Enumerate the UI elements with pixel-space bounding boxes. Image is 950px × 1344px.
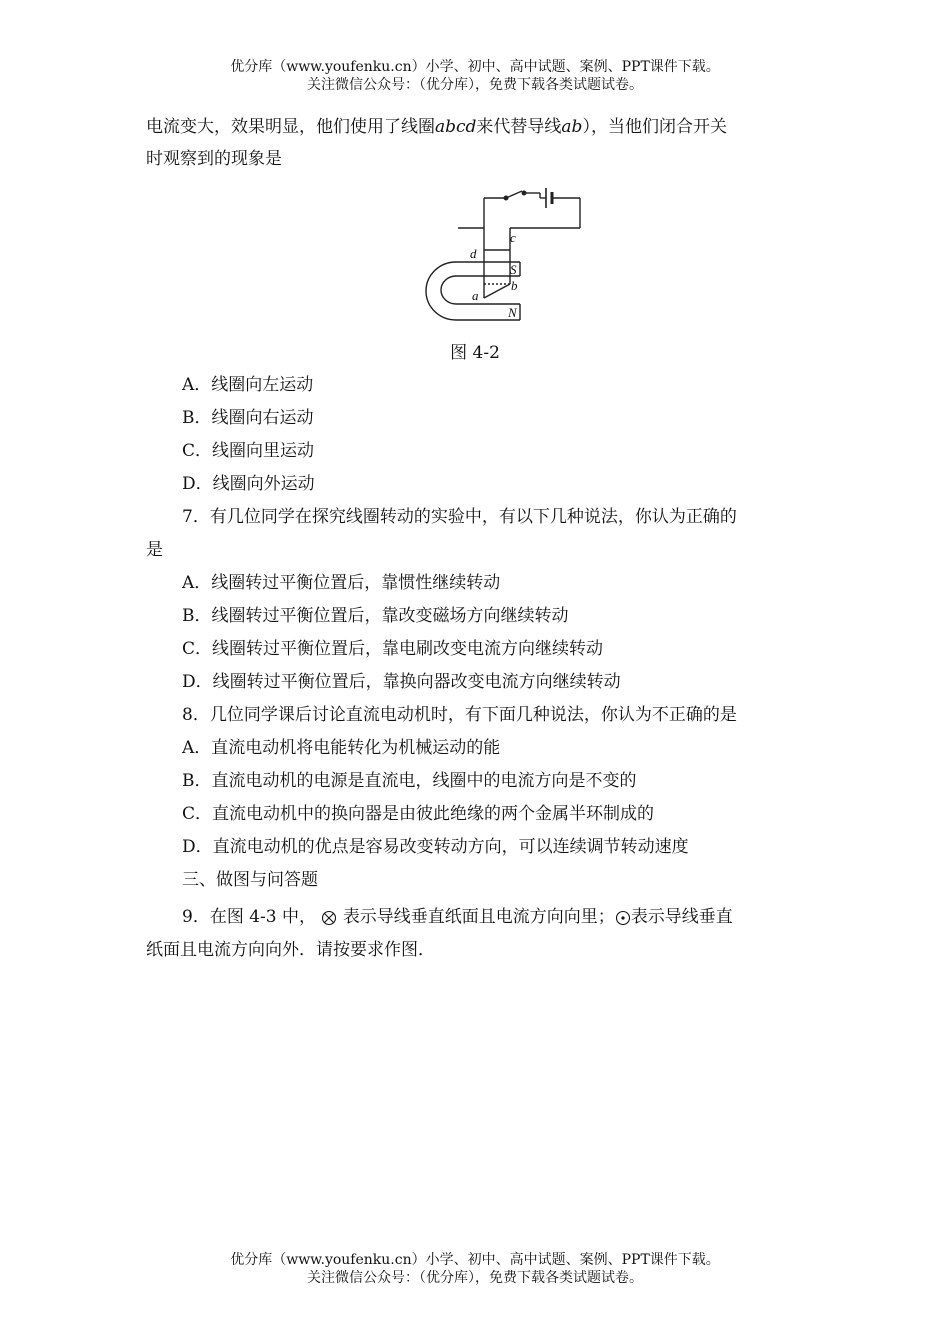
q8-option-c: C．直流电动机中的换向器是由彼此绝缘的两个金属半环制成的 — [182, 804, 655, 824]
q8-stem: 8．几位同学课后讨论直流电动机时，有下面几种说法，你认为不正确的是 — [182, 705, 737, 725]
q6-option-c: C．线圈向里运动 — [182, 441, 315, 461]
header-line-1: 优分库（www.youfenku.cn）小学、初中、高中试题、案例、PPT课件下载。 — [230, 59, 720, 75]
label-d: d — [470, 246, 477, 261]
figure-caption: 图 4-2 — [450, 343, 500, 363]
figure-4-2-diagram — [400, 180, 590, 330]
q7-option-d: D．线圈转过平衡位置后，靠换向器改变电流方向继续转动 — [182, 672, 621, 692]
header-line-2: 关注微信公众号：（优分库），免费下载各类试题试卷。 — [307, 77, 643, 93]
intro-text-a: 电流变大，效果明显，他们使用了线圈 — [146, 117, 435, 137]
section-3-heading: 三、做图与问答题 — [182, 870, 318, 890]
q7-option-b: B．线圈转过平衡位置后，靠改变磁场方向继续转动 — [182, 606, 569, 626]
q8-option-b: B．直流电动机的电源是直流电，线圈中的电流方向是不变的 — [182, 771, 637, 791]
q9-line-2: 纸面且电流方向向外．请按要求作图． — [146, 940, 435, 960]
current-out-of-page-icon — [615, 910, 631, 926]
label-a: a — [472, 288, 479, 303]
q6-option-b: B．线圈向右运动 — [182, 408, 314, 428]
current-into-page-icon — [321, 910, 337, 926]
intro-line-1 — [146, 116, 727, 138]
intro-text-b: 来代替导线 — [476, 117, 562, 137]
q9-text-c: 表示导线垂直 — [630, 907, 733, 927]
q9-line-1 — [182, 906, 733, 928]
magnet-inner — [441, 276, 520, 304]
switch-pivot — [504, 196, 508, 200]
intro-text-c: ），当他们闭合开关 — [582, 117, 727, 137]
footer-line-2: 关注微信公众号：（优分库），免费下载各类试题试卷。 — [307, 1270, 643, 1286]
q9-text-b: 表示导线垂直纸面且电流方向向里； — [342, 907, 615, 927]
q7-stem-line-2: 是 — [146, 540, 163, 560]
label-b: b — [511, 278, 518, 293]
label-N: N — [508, 305, 517, 320]
intro-line-2: 时观察到的现象是 — [146, 149, 282, 169]
page-header — [0, 58, 950, 94]
q7-stem-line-1: 7．有几位同学在探究线圈转动的实验中，有以下几种说法，你认为正确的 — [182, 507, 737, 527]
label-c: c — [510, 230, 516, 245]
q8-option-a: A．直流电动机将电能转化为机械运动的能 — [182, 738, 501, 758]
label-S: S — [510, 262, 517, 277]
page-footer — [0, 1251, 950, 1287]
q7-option-c: C．线圈转过平衡位置后，靠电刷改变电流方向继续转动 — [182, 639, 604, 659]
intro-coil-label: abcd — [435, 117, 477, 137]
footer-line-1: 优分库（www.youfenku.cn）小学、初中、高中试题、案例、PPT课件下载。 — [230, 1252, 720, 1268]
q6-option-a: A．线圈向左运动 — [182, 375, 314, 395]
intro-wire-label: ab — [561, 117, 583, 137]
q9-text-a: 9．在图 4-3 中， — [182, 907, 316, 927]
q8-option-d: D．直流电动机的优点是容易改变转动方向，可以连续调节转动速度 — [182, 837, 689, 857]
q6-option-d: D．线圈向外运动 — [182, 474, 315, 494]
q7-option-a: A．线圈转过平衡位置后，靠惯性继续转动 — [182, 573, 501, 593]
switch-lever — [506, 191, 522, 198]
